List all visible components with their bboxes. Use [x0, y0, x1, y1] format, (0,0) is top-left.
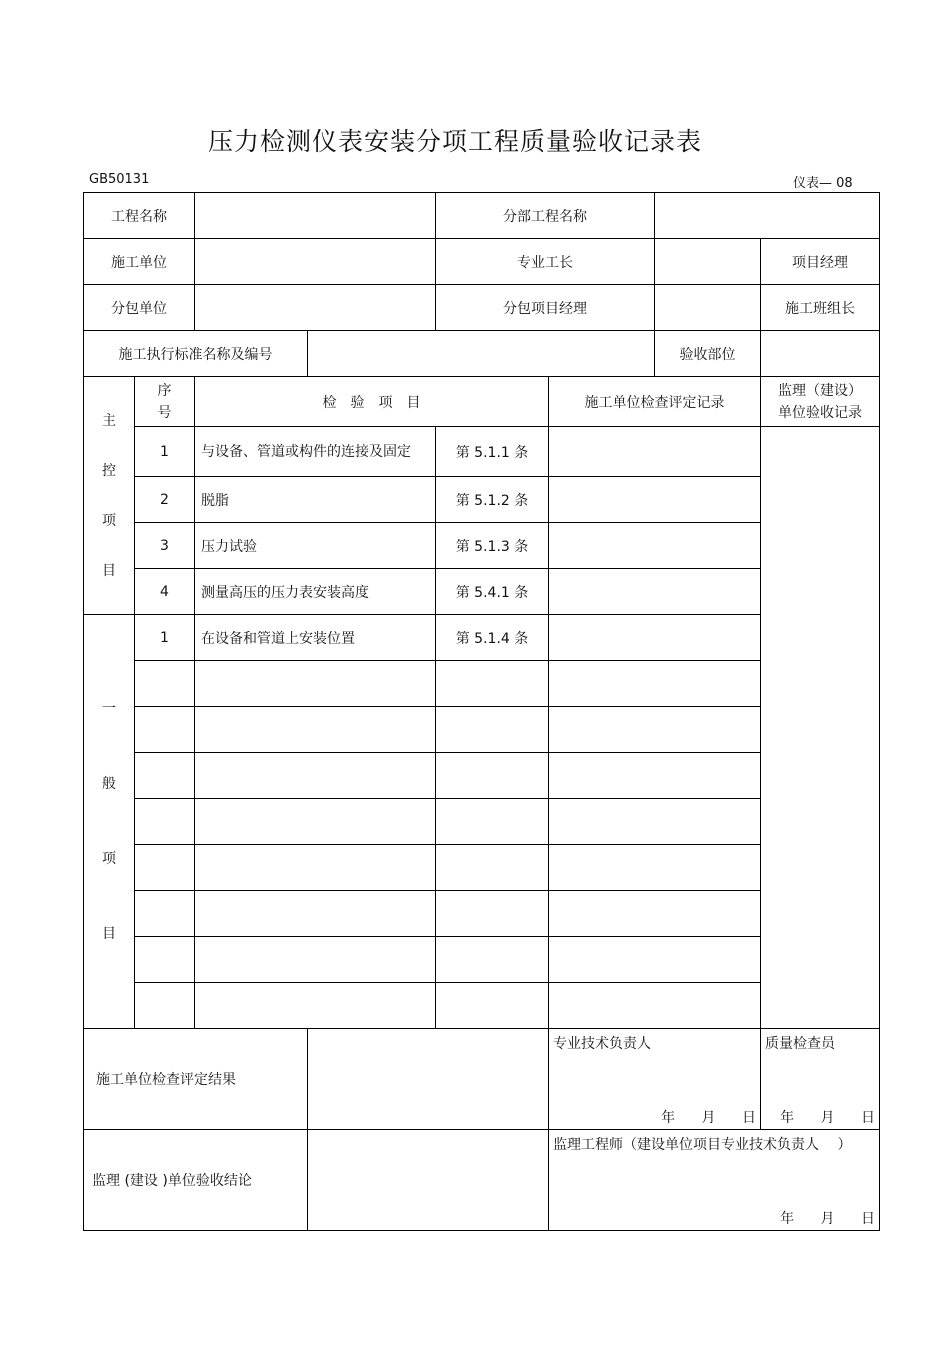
blank-cell[interactable]	[135, 661, 195, 707]
standard-name-label: 施工执行标准名称及编号	[84, 331, 308, 377]
header-row-3	[84, 285, 880, 331]
blank-cell[interactable]	[549, 753, 761, 799]
item-name: 与设备、管道或构件的连接及固定	[195, 427, 436, 477]
blank-cell[interactable]	[549, 707, 761, 753]
construction-unit-label: 施工单位	[84, 239, 195, 285]
blank-cell[interactable]	[436, 799, 549, 845]
main-item-row	[84, 477, 880, 523]
supervising-engineer-label: 监理工程师（建设单位项目专业技术负责人 ）	[553, 1137, 852, 1153]
item-name: 脱脂	[195, 477, 436, 523]
blank-cell[interactable]	[135, 891, 195, 937]
blank-cell[interactable]	[436, 753, 549, 799]
blank-cell[interactable]	[135, 845, 195, 891]
header-row-4	[84, 331, 880, 377]
blank-cell[interactable]	[195, 891, 436, 937]
blank-cell[interactable]	[195, 707, 436, 753]
form-code: 仪表— 08	[793, 176, 853, 191]
blank-row	[84, 937, 880, 983]
item-no: 2	[135, 477, 195, 523]
check-record-field[interactable]	[549, 615, 761, 661]
general-item-row	[84, 615, 880, 661]
blank-cell[interactable]	[549, 983, 761, 1029]
item-clause: 第 5.1.2 条	[436, 477, 549, 523]
construction-result-row	[84, 1029, 880, 1130]
supervising-engineer-date: 年 月 日	[780, 1211, 875, 1227]
foreman-field[interactable]	[655, 239, 761, 285]
item-no: 4	[135, 569, 195, 615]
header-row-2	[84, 239, 880, 285]
blank-cell[interactable]	[195, 753, 436, 799]
general-label: 一 般 项 目	[84, 615, 135, 1029]
blank-cell[interactable]	[195, 661, 436, 707]
item-name: 压力试验	[195, 523, 436, 569]
supervising-engineer-signature[interactable]	[549, 1130, 880, 1231]
blank-cell[interactable]	[549, 891, 761, 937]
blank-cell[interactable]	[195, 799, 436, 845]
construction-unit-field[interactable]	[195, 239, 436, 285]
blank-cell[interactable]	[549, 937, 761, 983]
supervision-conclusion-label: 监理 (建设 )单位验收结论	[84, 1130, 308, 1231]
project-manager-label: 项目经理	[761, 239, 880, 285]
check-record-field[interactable]	[549, 523, 761, 569]
blank-cell[interactable]	[195, 937, 436, 983]
check-record-field[interactable]	[549, 477, 761, 523]
check-record-field[interactable]	[549, 569, 761, 615]
blank-row	[84, 753, 880, 799]
blank-cell[interactable]	[195, 983, 436, 1029]
blank-cell[interactable]	[549, 845, 761, 891]
construction-result-field[interactable]	[308, 1029, 549, 1130]
blank-cell[interactable]	[436, 845, 549, 891]
form-title: 压力检测仪表安装分项工程质量验收记录表	[207, 127, 702, 156]
sub-project-name-label: 分部工程名称	[436, 193, 655, 239]
blank-cell[interactable]	[436, 661, 549, 707]
blank-cell[interactable]	[549, 799, 761, 845]
item-name: 测量高压的压力表安装高度	[195, 569, 436, 615]
sub-project-manager-label: 分包项目经理	[436, 285, 655, 331]
blank-cell[interactable]	[195, 845, 436, 891]
quality-inspector-signature[interactable]	[761, 1029, 880, 1130]
construction-result-label: 施工单位检查评定结果	[84, 1029, 308, 1130]
item-clause: 第 5.1.1 条	[436, 427, 549, 477]
blank-cell[interactable]	[436, 983, 549, 1029]
blank-cell[interactable]	[135, 983, 195, 1029]
sub-project-name-field[interactable]	[655, 193, 880, 239]
item-name: 在设备和管道上安装位置	[195, 615, 436, 661]
seq-header: 序 号	[135, 377, 195, 427]
quality-inspector-label: 质量检查员	[765, 1036, 835, 1052]
project-name-field[interactable]	[195, 193, 436, 239]
blank-cell[interactable]	[436, 937, 549, 983]
standard-code: GB50131	[89, 172, 150, 187]
blank-cell[interactable]	[135, 937, 195, 983]
supervision-conclusion-row	[84, 1130, 880, 1231]
blank-cell[interactable]	[549, 661, 761, 707]
team-leader-label: 施工班组长	[761, 285, 880, 331]
item-no: 3	[135, 523, 195, 569]
tech-lead-signature[interactable]	[549, 1029, 761, 1130]
main-item-row	[84, 523, 880, 569]
item-no: 1	[135, 615, 195, 661]
supervision-conclusion-field[interactable]	[308, 1130, 549, 1231]
column-header-row	[84, 377, 880, 427]
item-clause: 第 5.1.4 条	[436, 615, 549, 661]
blank-cell[interactable]	[135, 799, 195, 845]
blank-cell[interactable]	[436, 707, 549, 753]
item-clause: 第 5.1.3 条	[436, 523, 549, 569]
foreman-label: 专业工长	[436, 239, 655, 285]
blank-cell[interactable]	[135, 753, 195, 799]
blank-row	[84, 799, 880, 845]
blank-row	[84, 707, 880, 753]
main-item-row	[84, 569, 880, 615]
subcontractor-label: 分包单位	[84, 285, 195, 331]
subcontractor-field[interactable]	[195, 285, 436, 331]
acceptance-part-label: 验收部位	[655, 331, 761, 377]
project-name-label: 工程名称	[84, 193, 195, 239]
item-clause: 第 5.4.1 条	[436, 569, 549, 615]
main-item-row	[84, 427, 880, 477]
blank-row	[84, 661, 880, 707]
tech-lead-label: 专业技术负责人	[553, 1036, 651, 1052]
acceptance-record-table	[83, 192, 880, 1231]
standard-name-field[interactable]	[308, 331, 655, 377]
acceptance-part-field[interactable]	[761, 331, 880, 377]
blank-row	[84, 983, 880, 1029]
blank-cell[interactable]	[135, 707, 195, 753]
blank-row	[84, 845, 880, 891]
check-record-header: 施工单位检查评定记录	[549, 377, 761, 427]
main-control-label: 主 控 项 目	[84, 377, 135, 615]
sub-project-manager-field[interactable]	[655, 285, 761, 331]
quality-inspector-date: 年 月 日	[780, 1110, 875, 1126]
supervision-header: 监理（建设） 单位验收记录	[761, 377, 880, 427]
item-no: 1	[135, 427, 195, 477]
header-row-1	[84, 193, 880, 239]
blank-cell[interactable]	[436, 891, 549, 937]
check-record-field[interactable]	[549, 427, 761, 477]
blank-row	[84, 891, 880, 937]
item-header: 检 验 项 目	[195, 377, 549, 427]
supervision-record-field[interactable]	[761, 427, 880, 1029]
tech-lead-date: 年 月 日	[661, 1110, 756, 1126]
